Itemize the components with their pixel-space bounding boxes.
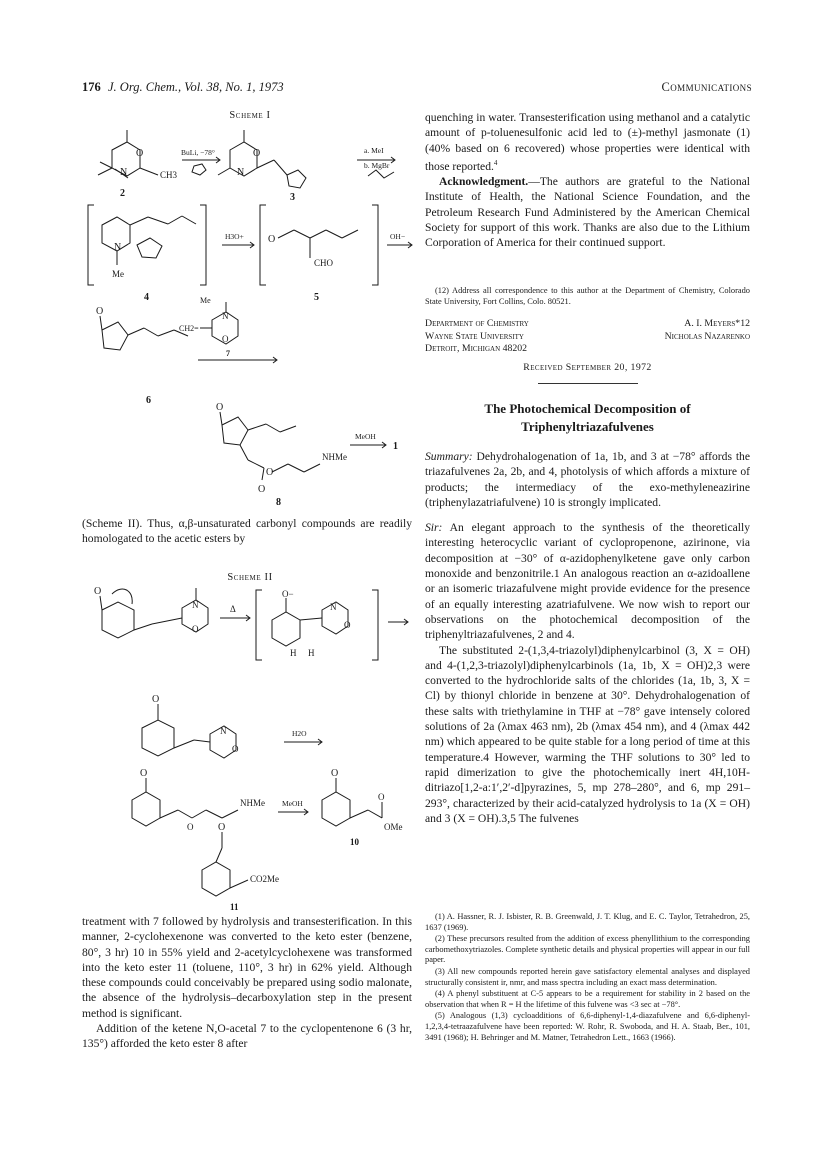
atom-o: O: [268, 234, 276, 245]
journal-citation: J. Org. Chem., Vol. 38, No. 1, 1973: [108, 80, 284, 94]
atom-n: N: [114, 242, 122, 253]
reagent-7: 7: [226, 349, 230, 358]
atom-o: O: [344, 620, 351, 630]
footnote: (1) A. Hassner, R. J. Isbister, R. B. Greenwald, J. T. Klug, and E. C. Taylor, Tetrahedron, 25, 1637 (1969).: [425, 912, 750, 932]
atom-o: O: [218, 822, 226, 833]
scheme-2-label: Scheme II: [227, 572, 273, 583]
nhme-label: NHMe: [322, 452, 347, 462]
atom-o: O: [216, 402, 224, 413]
page-number: 176: [82, 80, 101, 94]
paragraph: Addition of the ketene N,O-acetal 7 to the cyclopentenone 6 (3 hr, 135°) afforded the keto ester 8 after: [82, 1022, 412, 1051]
compound-6-number: 6: [146, 395, 151, 406]
compound-6-structure: [100, 316, 188, 350]
scheme-1-figure: [82, 120, 412, 515]
reference-mark: 4: [493, 158, 498, 167]
atom-o: O: [266, 467, 274, 478]
paragraph: treatment with 7 followed by hydrolysis and transesterification. In this manner, 2-cyclohexenone was converted to the keto ester (benzene, 80°, 3 hr) 10 in 55% yield and 2-acetylcyclohexene was transformed into the keto ester 11 (toluene, 110°, 3 hr) in 62% yield. Although these compounds could conceivably be prepared using sodio malonate, the absence of the hydrolysis–decarboxylation step in the present method is significant.: [82, 915, 412, 1020]
reagent-h3o: H3O+: [225, 232, 244, 241]
author-name: Nicholas Nazarenko: [664, 330, 750, 342]
atom-o: O: [140, 768, 148, 779]
nhme-label: NHMe: [240, 798, 265, 808]
summary-text: Dehydrohalogenation of 1a, 1b, and 3 at −78° affords the triazafulvenes 2a, 2b, and 4, photolysis of which affords a mixture of products; the intermediacy of the exo-methyleneazirine (triphenylazatriafulvene) 10 is strongly implicated.: [425, 450, 750, 509]
compound-11-number: 11: [230, 902, 239, 912]
compound-2-number: 2: [120, 188, 125, 199]
atom-o: O: [331, 768, 339, 779]
paragraph: The substituted 2-(1,3,4-triazolyl)diphenylcarbinol (3, X = OH) and 4-(1,2,3-triazolyl)diphenylcarbinols (1a, 1b, X = OH)2,3 were converted to the hydrochloride salts of the chlorides (1a, 1b, 3, X = Cl) by thionyl chloride in benzene at 30°. Dehydrohalogenation of these salts with triethylamine in THF at −78° gave intensely colored solutions of 2a (λmax 463 nm), 2b (λmax 454 nm), and 4 (λmax 442 nm) which appeared to be quite stable for a long period of time at this temperature.4 However, warming the THF solutions to 30° led to rapid dimerization to give the photochemically inert 4H,10H-ditriazo[1,2-a:1′,2′-d]pyrazines, 5, mp 278–280°, and 6, mp 291–293°, characterized by their acid-catalyzed hydrolysis to 1a (X = OH) and 3 (X = OH).3,5 The fulvenes: [425, 643, 750, 825]
separator-rule: [538, 383, 638, 384]
title-line: The Photochemical Decomposition of: [484, 401, 691, 416]
atom-o: O: [253, 148, 261, 159]
sir-heading: Sir:: [425, 521, 443, 535]
reagent-mgbr: b. MgBr: [364, 161, 390, 170]
atom-o: O: [187, 822, 194, 832]
footnote: (12) Address all correspondence to this author at the Department of Chemistry, Colorado State University, Fort Collins, Colo. 80521.: [425, 286, 750, 306]
compound-1-number: 1: [393, 441, 398, 452]
reagent-meoh: MeOH: [355, 432, 376, 441]
paragraph: (Scheme II). Thus, α,β-unsaturated carbonyl compounds are readily homologated to the acetic esters by: [82, 517, 412, 546]
compound-2-structure: [98, 130, 158, 178]
atom-n: N: [222, 311, 229, 321]
article-title: [425, 400, 750, 436]
atom-n: N: [120, 167, 128, 178]
scheme-2-figure: [82, 580, 412, 910]
summary-heading: Summary:: [425, 450, 473, 463]
compound-3-structure: [218, 130, 306, 188]
compound-10-number: 10: [350, 837, 359, 847]
atom-o: O: [232, 744, 239, 754]
summary: [425, 449, 750, 510]
acknowledgment-heading: Acknowledgment.: [439, 175, 529, 189]
footnote: (4) A phenyl substituent at C-5 appears to be a requirement for stability in 2 based on the observation that when R = H the lifetime of this fulvene was <3 sec at −78°.: [425, 989, 750, 1009]
ch2-label: CH2=: [179, 324, 199, 333]
received-date: Received September 20, 1972: [523, 362, 652, 373]
running-header: [82, 80, 752, 98]
me-label: Me: [112, 269, 124, 279]
department: Department of Chemistry: [425, 318, 529, 329]
author-name: A. I. Meyers*12: [684, 318, 750, 329]
atom-o: O: [258, 484, 266, 495]
cho-label: CHO: [314, 258, 334, 268]
atom-n: N: [237, 167, 245, 178]
atom-n: N: [220, 726, 227, 736]
author-address: [425, 318, 750, 358]
university: Wayne State University: [425, 330, 524, 342]
compound-4-structure: [88, 205, 206, 285]
atom-n: N: [330, 602, 337, 612]
atom-o: O: [96, 306, 104, 317]
atom-o: O: [94, 586, 102, 597]
title-line: Triphenyltriazafulvenes: [521, 419, 654, 434]
scheme-1-label: Scheme I: [229, 110, 271, 121]
atom-o: O: [222, 334, 229, 344]
h-label: H: [308, 648, 315, 658]
atom-n: N: [192, 600, 199, 610]
reagent-oh: OH−: [390, 232, 406, 241]
h-label: H: [290, 648, 297, 658]
paragraph: [425, 110, 750, 174]
me-label: Me: [200, 296, 211, 305]
right-column-top: [425, 110, 750, 251]
delta-label: Δ: [230, 604, 236, 614]
atom-o: O: [152, 694, 160, 705]
right-column-body: [425, 449, 750, 826]
compound-5-structure: [260, 205, 378, 285]
compound-8-number: 8: [276, 497, 281, 508]
compound-4-number: 4: [144, 292, 149, 303]
acknowledgment-text: —The authors are grateful to the National Institute of Health, the National Science Foundation, and the Petroleum Research Fund Administered by the American Chemical Society for support of this work. Thanks are also due to the Lithium Corporation of America for their continued support.: [425, 175, 750, 250]
acknowledgment: [425, 174, 750, 250]
footnote: (2) These precursors resulted from the addition of excess phenyllithium to the corresponding carbomethoxytriazoles. Complete synthetic details and physical properties will appear in our full paper.: [425, 934, 750, 965]
compound-5-number: 5: [314, 292, 319, 303]
sir-text: An elegant approach to the synthesis of the theoretically interesting heterocyclic variant of cyclopropenone, azirinone, via decomposition at −30° of α-azidophenylketene gave only carbon monoxide and benzonitrile.1 An analogous reaction an α-azidoallene or an isomeric triazafulvene might provide evidence for the presence of an equally interesting azatriafulvene. We now wish to report our observations on the photochemical decomposition of the triphenyltriazafulvenes, 2 and 4.: [425, 521, 750, 642]
ch3-label: CH3: [160, 170, 178, 180]
meoh-label: MeOH: [282, 799, 303, 808]
atom-o: O: [192, 624, 199, 634]
atom-o: O: [136, 148, 144, 159]
compound-3-number: 3: [290, 192, 295, 203]
left-column-intro: [82, 516, 412, 547]
city: Detroit, Michigan 48202: [425, 343, 528, 354]
footnotes: [425, 912, 750, 1044]
atom-o: O: [378, 792, 385, 802]
ome-label: OMe: [384, 822, 403, 832]
co2me-label: CO2Me: [250, 874, 279, 884]
reagent-mei: a. MeI: [364, 146, 384, 155]
o-minus-label: O−: [282, 589, 294, 599]
paragraph-text: quenching in water. Transesterification using methanol and a catalytic amount of p-toluenesulfonic acid led to (±)-methyl jasmonate (1) (40% based on 6 recovered) whose properties were identical with those reported.: [425, 111, 750, 173]
compound-7-structure: [200, 302, 238, 344]
h2o-label: H2O: [292, 729, 307, 738]
footnote: (3) All new compounds reported herein gave satisfactory elemental analyses and displayed structurally consistent ir, nmr, and mass spectra including an exact mass determination.: [425, 966, 750, 987]
sir-paragraph: [425, 520, 750, 642]
left-column-body: [82, 914, 412, 1052]
reagent-buli: BuLi, −78°: [181, 148, 215, 157]
section-name: Communications: [661, 80, 752, 94]
footnote-12: [425, 286, 750, 308]
footnote: (5) Analogous (1,3) cycloadditions of 6,6-diphenyl-1,4-diazafulvene and 6,6-diphenyl-1,2,3,4-tetraazafulvene have been reported: W. Rohr, R. Swoboda, and H. A. Staab, Ber., 101, 3491 (1968); H. Behringer and M. Matner, Tetrahedron Lett., 1663 (1966).: [425, 1011, 750, 1042]
